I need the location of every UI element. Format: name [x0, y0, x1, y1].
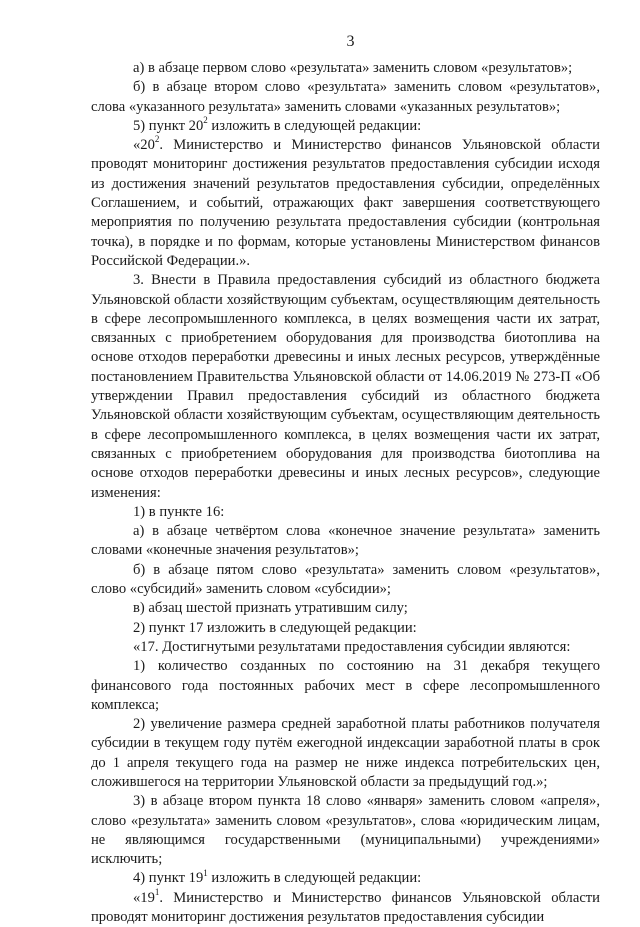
- paragraph-2: [91, 117, 600, 136]
- paragraph-0: а) в абзаце первом слово «результата» заменить словом «результатов»;: [133, 60, 573, 76]
- paragraph-8: в) абзац шестой признать утратившим силу;: [133, 600, 408, 617]
- paragraph-4: 3. Внести в Правила предоставления субсидий из областного бюджета Ульяновской области хозяйствующим субъектам, осуществляющим деятельность в сфере лесопромышленного комплекса, в целях возмещения части их затрат, связанных с приобретением оборудования для производства биотоплива на основе отходов переработки древесины и иных лесных ресурсов, утверждённые постановлением Правительства Ульяновской области от 14.06.2019 № 273-П «Об утверждении Правил предоставления субсидий из областного бюджета Ульяновской области хозяйствующим субъектам, осуществляющим деятельность в сфере лесопромышленного комплекса, в целях возмещения части их затрат, связанных с приобретением оборудования для производства биотоплива на основе отходов переработки древесины и иных лесных ресурсов», следующие изменения:: [91, 272, 600, 501]
- paragraph-3-superscript: 2: [154, 134, 160, 145]
- paragraph-9: 2) пункт 17 изложить в следующей редакции:: [133, 619, 417, 636]
- paragraph-14-post: изложить в следующей редакции:: [207, 870, 422, 887]
- paragraph-2-superscript: 2: [203, 115, 208, 126]
- paragraph-14-pre: 4) пункт 19: [133, 870, 204, 887]
- page-number: 3: [346, 33, 355, 50]
- paragraph-7: б) в абзаце пятом слово «результата» заменить словом «результатов», слово «субсидий» заменить словом «субсидии»;: [91, 561, 600, 598]
- paragraph-15-post: . Министерство и Министерство финансов Ульяновской области проводят мониторинг достижения результатов предоставления субсидии: [91, 889, 600, 926]
- paragraph-15-pre: «19: [133, 889, 155, 906]
- paragraph-12: 2) увеличение размера средней заработной платы работников получателя субсидии в текущем году путём ежегодной индексации заработной платы в срок до 1 апреля текущего года на размер не ниже индекса потребительских цен, сложившегося на территории Ульяновской области за предыдущий год.»;: [91, 716, 600, 790]
- paragraph-11: 1) количество созданных по состоянию на 31 декабря текущего финансового года постоянных рабочих мест в сфере лесопромышленного комплекса;: [91, 658, 600, 713]
- paragraph-15-superscript: 1: [154, 886, 160, 897]
- paragraph-15: [91, 886, 600, 927]
- paragraph-3: [91, 136, 600, 271]
- paragraph-2-post: изложить в следующей редакции:: [207, 117, 422, 134]
- paragraph-14-superscript: 1: [203, 867, 208, 878]
- paragraph-6: а) в абзаце четвёртом слова «конечное значение результата» заменить словами «конечные значения результатов»;: [91, 523, 600, 559]
- paragraph-10: «17. Достигнутыми результатами предоставления субсидии являются:: [133, 638, 571, 655]
- paragraph-13: 3) в абзаце втором пункта 18 слово «января» заменить словом «апреля», слово «результата» заменить словом «результатов», слова «юридическим лицам, не являющимся государственными (муниципальными) учреждениями» исключить;: [91, 793, 600, 868]
- paragraph-14: [91, 869, 600, 888]
- paragraph-1: б) в абзаце втором слово «результата» заменить словом «результатов», слова «указанного результата» заменить словами «указанных результатов»;: [91, 79, 600, 115]
- paragraph-2-pre: 5) пункт 20: [133, 117, 204, 134]
- paragraph-3-pre: «20: [133, 137, 155, 154]
- paragraph-3-post: . Министерство и Министерство финансов Ульяновской области проводят мониторинг достижения результатов предоставления субсидии исходя из достижения значений результатов предоставления субсидии, определённых Соглашением, и событий, отражающих факт завершения соответствующего мероприятия по получению результата предоставления субсидии (контрольная точка), в порядке и по формам, которые установлены Министерством финансов Российской Федерации.».: [91, 137, 600, 269]
- paragraph-5: 1) в пункте 16:: [133, 503, 225, 520]
